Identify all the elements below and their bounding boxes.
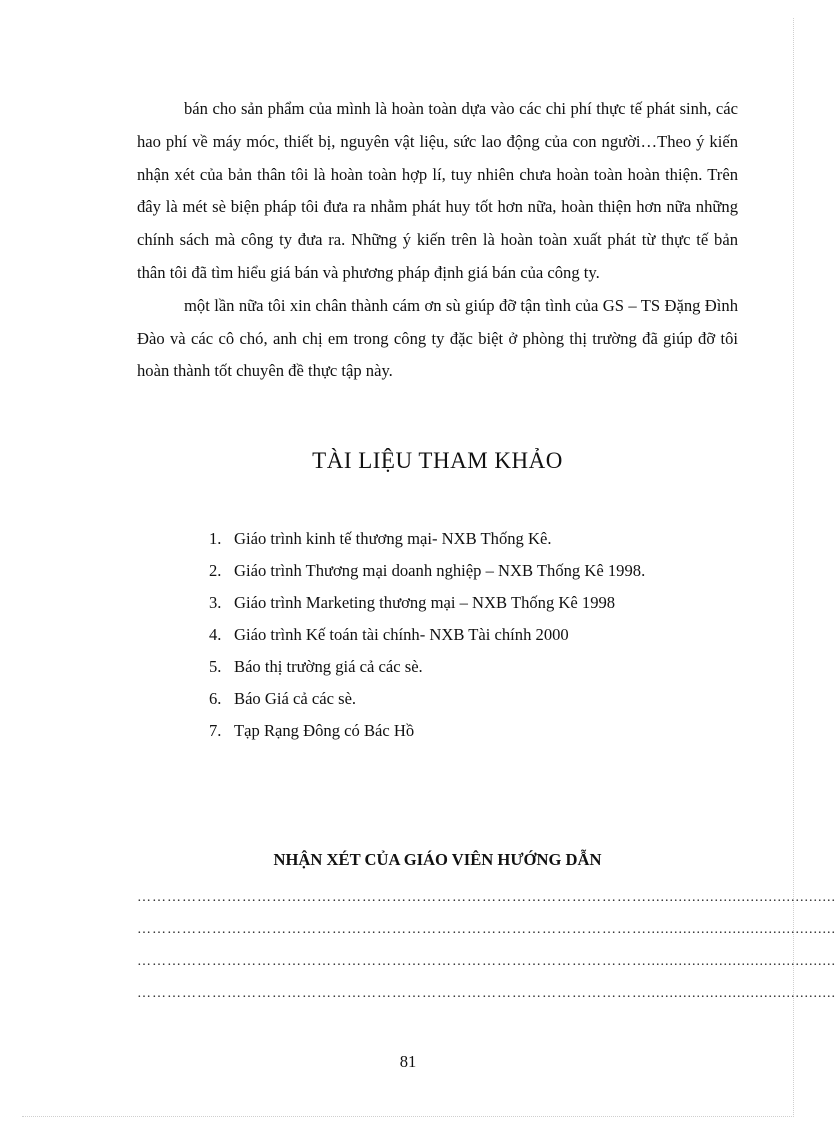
reference-number: 7.	[209, 721, 222, 740]
page-number: 81	[399, 1052, 417, 1071]
reference-item	[209, 523, 645, 555]
reference-item	[209, 555, 645, 587]
reference-text: Tạp Rạng Đông có Bác Hồ	[234, 721, 415, 740]
reference-text: Báo Giá cả các sè.	[234, 689, 357, 708]
reference-text: Giáo trình kinh tế thương mại- NXB Thống Kê.	[234, 529, 552, 548]
reference-item	[209, 619, 645, 651]
reference-number: 2.	[209, 561, 222, 580]
reference-number: 4.	[209, 625, 222, 644]
body-paragraph: một lần nữa tôi xin chân thành cám ơn sù giúp đỡ tận tình của GS – TS Đặng Đình Đào và các cô chó, anh chị em trong công ty đặc biệt ở phòng thị trường đã giúp đỡ tôi hoàn thành tốt chuyên đề thực tập này.	[137, 295, 738, 381]
reference-item	[209, 715, 645, 747]
reference-item	[209, 683, 645, 715]
reference-number: 5.	[209, 657, 222, 676]
page-content	[137, 93, 836, 1001]
reference-item	[209, 587, 645, 619]
reference-number: 3.	[209, 593, 222, 612]
reference-text: Giáo trình Thương mại doanh nghiệp – NXB Thống Kê 1998.	[234, 561, 646, 580]
body-paragraph: bán cho sản phẩm của mình là hoàn toàn dựa vào các chi phí thực tế phát sinh, các hao phí về máy móc, thiết bị, nguyên vật liệu, sức lao động của con người…Theo ý kiến nhận xét của bản thân tôi là hoàn toàn hợp lí, tuy nhiên chưa hoàn toàn hoàn thiện. Trên đây là mét sè biện pháp tôi đưa ra nhằm phát huy tốt hơn nữa, hoàn thiện hơn nữa những chính sách mà công ty đưa ra. Những ý kiến trên là hoàn toàn xuất phát từ thực tế bản thân tôi đã tìm hiểu giá bán và phương pháp định giá bán của công ty.	[137, 99, 738, 282]
references-title: TÀI LIỆU THAM KHẢO	[312, 448, 563, 473]
reference-item	[209, 651, 645, 683]
reference-text: Báo thị trường giá cả các sè.	[234, 657, 423, 676]
reference-text: Giáo trình Kế toán tài chính- NXB Tài chính 2000	[234, 625, 569, 644]
comment-dotted-line: …………………………………………………………………………………………..........................................	[137, 890, 836, 905]
advisor-comments-title: NHẬN XÉT CỦA GIÁO VIÊN HƯỚNG DẪN	[273, 850, 602, 869]
reference-text: Giáo trình Marketing thương mại – NXB Thống Kê 1998	[234, 593, 616, 612]
references-list	[209, 523, 645, 747]
reference-number: 1.	[209, 529, 222, 548]
comment-dotted-line: …………………………………………………………………………………………..........................................	[137, 954, 836, 969]
reference-number: 6.	[209, 689, 222, 708]
comment-dotted-line: …………………………………………………………………………………………..........................................	[137, 986, 836, 1001]
comment-dotted-line: …………………………………………………………………………………………..........................................	[137, 922, 836, 937]
